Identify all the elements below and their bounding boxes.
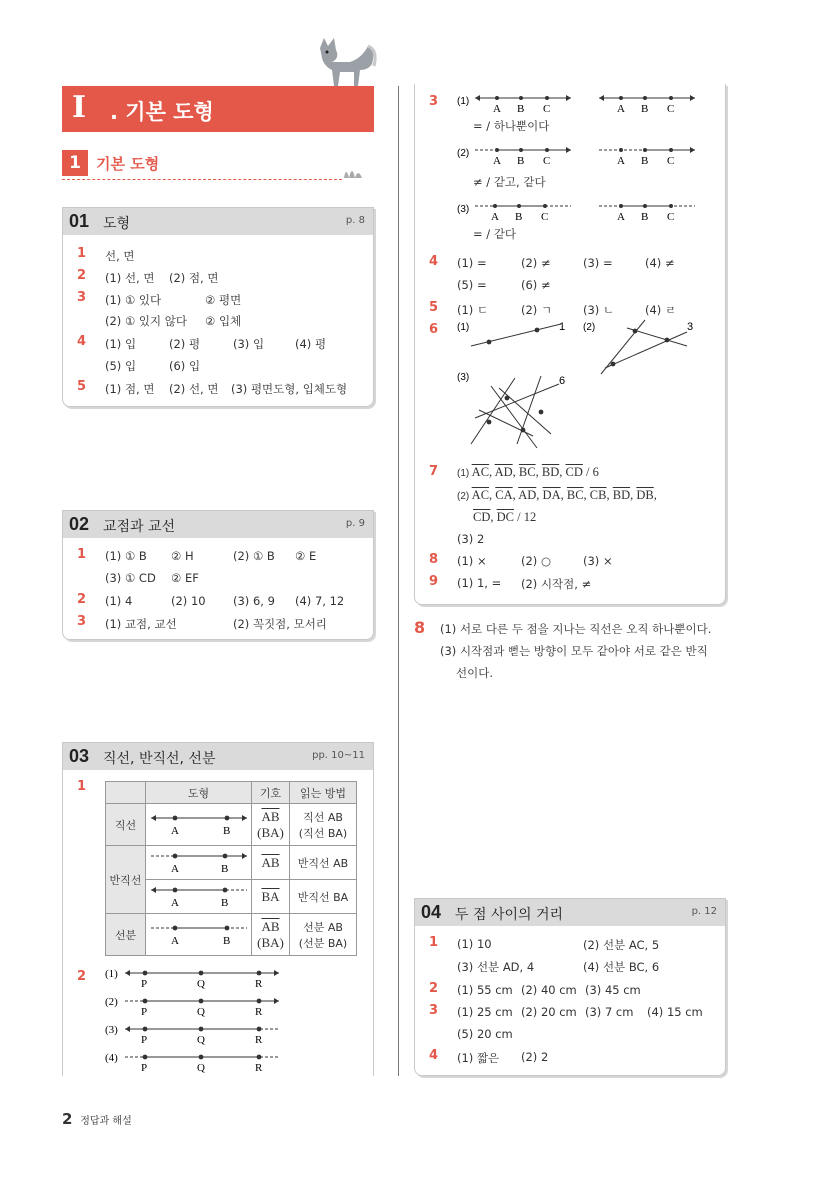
column-divider — [398, 86, 399, 1076]
answer-7-2-cont: $\overline{CD}$, $\overline{DC} / 12$ — [473, 510, 537, 524]
answer: (4) ≠ — [645, 256, 675, 270]
answer: (5) = — [457, 278, 487, 292]
answer: (6) ≠ — [521, 278, 551, 292]
svg-text:6: 6 — [559, 375, 566, 387]
ray-figure — [146, 880, 252, 914]
answer-7-2: (2) $\overline{AC}$, $\overline{CA}$, $\overline{AD}$, $\overline{DA}$, $\overline{BC}$, $\overline{CB}$, $\overline{BD}$, $\overline{DB}$, — [457, 488, 657, 502]
question-number: 5 — [429, 300, 439, 315]
answer: (2) ① 있지 않다 — [105, 314, 188, 328]
column-header: 기호 — [252, 782, 290, 804]
symbol-cell: $\overline{AB}$ (BA) — [252, 804, 290, 846]
fox-illustration — [310, 36, 380, 92]
answer: (1) 4 — [105, 594, 133, 608]
box-number: 03 — [69, 746, 90, 766]
answer: (2) 꼭짓점, 모서리 — [233, 617, 327, 631]
answer: (2) 40 cm — [521, 983, 577, 997]
question-number: 2 — [77, 592, 87, 607]
answer-7-1: (1) $\overline{AC}$, $\overline{AD}$, $\overline{BC}$, $\overline{BD}$, $\overline{CD} / 6$ — [457, 465, 599, 479]
question-number: 3 — [77, 614, 87, 629]
svg-text:(4): (4) — [105, 1052, 118, 1064]
reading-cell: 반직선 BA — [290, 880, 357, 914]
svg-text:A: A — [170, 935, 179, 947]
answer: (2) 10 — [171, 594, 206, 608]
box-number: 01 — [69, 211, 90, 231]
svg-text:(1): (1) — [105, 968, 118, 980]
svg-text:C: C — [667, 155, 675, 167]
answer: (4) 선분 BC, 6 — [583, 960, 660, 974]
answer: (3) = — [583, 256, 613, 270]
svg-text:(2): (2) — [583, 322, 596, 333]
answer: (1) 25 cm — [457, 1005, 513, 1019]
answer: ② EF — [171, 571, 199, 585]
explanation-line: (1) 서로 다른 두 점을 지나는 직선은 오직 하나뿐이다. — [440, 622, 712, 636]
svg-text:A: A — [170, 897, 179, 909]
answer: (4) 7, 12 — [295, 594, 345, 608]
box-header — [63, 743, 373, 770]
svg-text:R: R — [255, 1062, 263, 1074]
box-title: 두 점 사이의 거리 — [455, 907, 564, 923]
svg-text:B: B — [641, 155, 649, 167]
answer: (2) 시작점, ≠ — [521, 577, 592, 591]
answer: (1) ① 있다 — [105, 293, 162, 307]
chapter-banner — [62, 86, 374, 132]
question-number: 2 — [429, 981, 439, 996]
answer: (1) 1, = — [457, 576, 502, 590]
answer: (1) 입 — [105, 337, 137, 351]
answer: (2) ○ — [521, 554, 551, 568]
answer: (1) 선, 면 — [105, 271, 155, 285]
answer: ② 평면 — [205, 293, 242, 307]
point-label: B — [222, 825, 230, 837]
question-number: 1 — [429, 935, 439, 950]
svg-text:(3): (3) — [105, 1024, 118, 1036]
column-header: 도형 — [146, 782, 252, 804]
answer: (4) 평 — [295, 337, 327, 351]
answer-box-03 — [62, 742, 374, 1076]
page-footer — [62, 1110, 132, 1128]
svg-text:(3): (3) — [457, 204, 470, 215]
answer: (3) 평면도형, 입체도형 — [231, 382, 348, 396]
svg-text:B: B — [222, 935, 230, 947]
answer: (1) 짧은 — [457, 1051, 500, 1065]
answer: (3) 2 — [457, 532, 485, 546]
answer-box-04 — [414, 898, 726, 1076]
answer: (2) 점, 면 — [169, 271, 219, 285]
box-header — [63, 208, 373, 235]
box-header — [415, 899, 725, 926]
svg-text:R: R — [255, 1006, 263, 1018]
question-number: 9 — [429, 574, 439, 589]
answer: (1) 점, 면 — [105, 382, 155, 396]
question-number: 4 — [429, 1048, 439, 1063]
segment-figure — [146, 914, 252, 956]
question-number: 3 — [429, 94, 439, 109]
svg-text:C: C — [543, 103, 551, 115]
symbol-cell: $\overline{AB}$ — [252, 846, 290, 880]
box-title: 도형 — [103, 216, 131, 232]
answer: ② 입체 — [205, 314, 242, 328]
grass-icon — [340, 160, 366, 180]
row-header: 직선 — [106, 804, 146, 846]
svg-text:Q: Q — [197, 1062, 205, 1074]
svg-text:(2): (2) — [457, 148, 470, 159]
svg-text:A: A — [617, 103, 625, 115]
reading-cell: 선분 AB (선분 BA) — [290, 914, 357, 956]
answer: (3) × — [583, 554, 613, 568]
explanation-line: (3) 시작점과 뻗는 방향이 모두 같아야 서로 같은 반직 — [440, 644, 708, 658]
answer: (2) 평 — [169, 337, 201, 351]
answer: (2) 선분 AC, 5 — [583, 938, 660, 952]
svg-text:B: B — [220, 863, 228, 875]
answer: (3) 6, 9 — [233, 594, 275, 608]
answer-box-continued — [414, 84, 726, 605]
box-title: 교점과 교선 — [103, 519, 176, 535]
question-number: 7 — [429, 464, 439, 479]
svg-text:B: B — [517, 103, 525, 115]
pqr-lines — [103, 965, 303, 1077]
answer: (5) 입 — [105, 359, 137, 373]
page-reference: p. 8 — [345, 215, 365, 226]
svg-text:B: B — [517, 155, 525, 167]
answer: ② E — [295, 549, 317, 563]
answer: (1) ㄷ — [457, 303, 489, 317]
svg-text:P: P — [141, 1062, 148, 1074]
question-number: 1 — [77, 246, 87, 261]
section-title: 기본 도형 — [96, 155, 160, 173]
svg-text:P: P — [141, 1034, 148, 1046]
question-number: 8 — [429, 552, 439, 567]
row-header: 반직선 — [106, 846, 146, 914]
svg-text:C: C — [541, 211, 549, 223]
answer: ② H — [171, 549, 194, 563]
question-number: 6 — [429, 322, 439, 337]
svg-text:(2): (2) — [105, 996, 118, 1008]
symbol-cell: $\overline{AB}$ (BA) — [252, 914, 290, 956]
question-number: 1 — [77, 547, 87, 562]
point-label: A — [170, 825, 179, 837]
box-number: 02 — [69, 514, 90, 534]
question-number: 2 — [77, 268, 87, 283]
box-header — [63, 511, 373, 538]
svg-text:R: R — [255, 1034, 263, 1046]
answer-box-02 — [62, 510, 374, 640]
svg-text:3: 3 — [687, 321, 694, 333]
answer: (3) ① CD — [105, 571, 156, 585]
reading-cell: 직선 AB (직선 BA) — [290, 804, 357, 846]
reading-cell: 반직선 AB — [290, 846, 357, 880]
footer-label: 정답과 해설 — [80, 1116, 132, 1127]
answer: (2) ㄱ — [521, 303, 553, 317]
svg-text:P: P — [141, 978, 148, 990]
svg-text:B: B — [515, 211, 523, 223]
answer: (2) 20 cm — [521, 1005, 577, 1019]
svg-text:B: B — [220, 897, 228, 909]
page-reference: p. 9 — [345, 518, 365, 529]
chapter-title: . 기본 도형 — [110, 100, 214, 124]
svg-text:R: R — [255, 978, 263, 990]
svg-text:(3): (3) — [457, 372, 470, 383]
answer: (1) 55 cm — [457, 983, 513, 997]
svg-text:Q: Q — [197, 978, 205, 990]
svg-text:A: A — [617, 155, 625, 167]
page-reference: p. 12 — [691, 906, 717, 917]
svg-text:A: A — [617, 211, 625, 223]
line-types-table — [105, 781, 357, 956]
svg-text:Q: Q — [197, 1006, 205, 1018]
q6-figures — [455, 318, 725, 458]
svg-text:B: B — [641, 211, 649, 223]
answer: (1) × — [457, 554, 487, 568]
box-number: 04 — [421, 902, 442, 922]
answer: (1) 10 — [457, 937, 492, 951]
answer-box-01 — [62, 207, 374, 407]
svg-text:(1): (1) — [457, 322, 470, 333]
svg-text:B: B — [641, 103, 649, 115]
column-header: 읽는 방법 — [290, 782, 357, 804]
row-header: 선분 — [106, 914, 146, 956]
section-number: 1 — [62, 150, 88, 176]
symbol-cell: $\overline{BA}$ — [252, 880, 290, 914]
svg-text:1: 1 — [559, 321, 566, 333]
line-figure — [146, 804, 252, 846]
question-number: 3 — [77, 290, 87, 305]
svg-text:P: P — [141, 1006, 148, 1018]
box-title: 직선, 반직선, 선분 — [103, 751, 216, 767]
answer: (6) 입 — [169, 359, 201, 373]
svg-text:C: C — [667, 211, 675, 223]
svg-text:A: A — [493, 103, 501, 115]
question-number: 4 — [429, 254, 439, 269]
answer: (3) ㄴ — [583, 303, 615, 317]
answer: (3) 선분 AD, 4 — [457, 960, 535, 974]
explanation-line: 선이다. — [456, 666, 493, 680]
answer: (2) ① B — [233, 549, 275, 563]
section-heading — [62, 150, 342, 180]
chapter-roman: I — [72, 90, 87, 125]
answer: (3) 7 cm — [585, 1005, 634, 1019]
answer: (4) 15 cm — [647, 1005, 703, 1019]
answer: (1) = — [457, 256, 487, 270]
explanation-number: 8 — [414, 618, 426, 637]
question-number: 1 — [77, 779, 87, 794]
diagonal-cell — [106, 782, 146, 804]
answer: = / 같다 — [473, 227, 517, 241]
svg-text:(1): (1) — [457, 96, 470, 107]
answer: (3) 45 cm — [585, 983, 641, 997]
answer: (2) 선, 면 — [169, 382, 219, 396]
svg-text:A: A — [491, 211, 499, 223]
answer: (2) 2 — [521, 1050, 549, 1064]
answer: (5) 20 cm — [457, 1027, 513, 1041]
answer: (2) ≠ — [521, 256, 551, 270]
answer: = / 하나뿐이다 — [473, 119, 550, 133]
answer: (4) ㄹ — [645, 303, 677, 317]
question-number: 5 — [77, 379, 87, 394]
svg-text:C: C — [543, 155, 551, 167]
question-number: 2 — [77, 969, 87, 984]
answer: 선, 면 — [105, 249, 135, 263]
answer: (3) 입 — [233, 337, 265, 351]
svg-text:A: A — [493, 155, 501, 167]
question-number: 4 — [77, 334, 87, 349]
page-number: 2 — [62, 1110, 73, 1128]
ray-figure — [146, 846, 252, 880]
svg-text:Q: Q — [197, 1034, 205, 1046]
answer: (1) 교점, 교선 — [105, 617, 177, 631]
question-number: 3 — [429, 1003, 439, 1018]
answer: ≠ / 같고, 같다 — [473, 175, 546, 189]
answer: (1) ① B — [105, 549, 147, 563]
page-reference: pp. 10~11 — [312, 750, 365, 761]
svg-text:C: C — [667, 103, 675, 115]
svg-text:A: A — [170, 863, 179, 875]
